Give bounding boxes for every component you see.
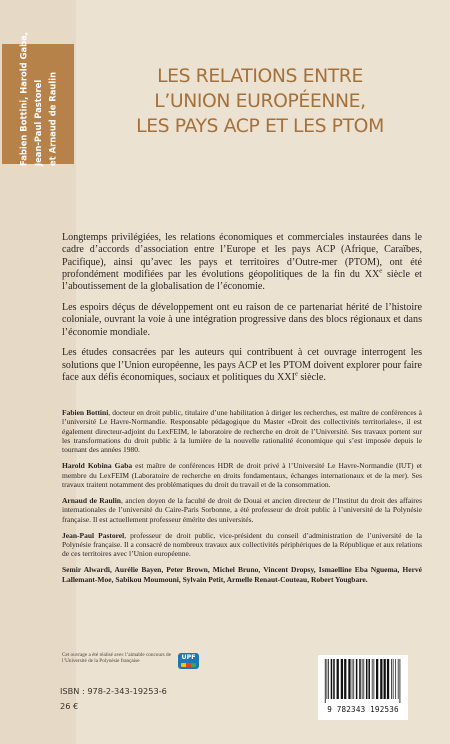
contributors-list: Semir Alwardi, Aurélie Bayen, Peter Brown, Michel Bruno, Vincent Dropsy, Ismaelline Eba Nguema, Hervé Lallemant-Moe, Sabikou Moumouni, Sylvain Petit, Armelle Renaut-Couteau, Robert Yougbare.: [62, 565, 422, 584]
barcode-number: 9 782343 192536: [327, 705, 399, 714]
author-bio: [62, 531, 422, 559]
blurb-text: Longtemps privilégiées, les relations économiques et commerciales instaurées dans le cadre d’accords d’association entre l’Europe et les pays ACP (Afrique, Caraïbes, Pacifique), ainsi qu’avec les pays et territoires d’Outre-mer (PTOM), ont été profondément modifiées par les évolutions géopolitiques de la fin du XX: [62, 232, 422, 280]
spine-author-line: Jean-Paul Pastorel: [32, 79, 43, 166]
barcode-bar: [384, 659, 386, 699]
barcode-bar: [399, 659, 400, 703]
barcode-bars: [324, 659, 402, 703]
barcode-bar: [368, 659, 370, 699]
barcode-bar: [352, 659, 353, 699]
barcode-bar: [331, 659, 333, 699]
upf-logo-band: [181, 663, 196, 667]
barcode-bar: [328, 659, 329, 699]
author-bio-text: , docteur en droit public, titulaire d’une habilitation à diriger les recherches, est maître de conférences à l’université Le Havre-Normandie. Responsable pédagogique du Master «Droit des collectivités territoriales», il est également directeur-adjoint du LexFEIM, le laboratoire de recherche en droit de l’Université. Ses travaux portent sur les transformations du droit public à la lumière de la nouvelle rationalité économique qui s’est imposée depuis le tournant des années 1980.: [62, 408, 422, 455]
barcode-bar: [333, 659, 335, 699]
barcode-bar: [376, 659, 378, 699]
author-name: Arnaud de Raulin: [62, 495, 121, 505]
author-name: Harold Kobina Gaba: [62, 461, 133, 471]
barcode-bar: [337, 659, 339, 699]
barcode-bar: [373, 659, 374, 699]
barcode-bar: [366, 659, 368, 699]
support-note: Cet ouvrage a été réalisé avec l’aimable concours de l’Université de la Polynésie française: [62, 652, 171, 665]
blurb-paragraph: Les espoirs déçus de développement ont eu raison de ce partenariat hérité de l’histoire coloniale, ouvrant la voie à une intégration progressive dans des blocs régionaux et dans l’économie mondiale.: [62, 301, 422, 338]
author-name: Jean-Paul Pastorel: [62, 530, 125, 540]
author-name: Fabien Bottini: [62, 408, 109, 417]
barcode-bar: [380, 659, 382, 699]
author-bio: [62, 408, 422, 454]
price: 26 €: [60, 701, 79, 711]
blurb-paragraph: [62, 232, 422, 293]
barcode-bar: [356, 659, 358, 699]
book-title: [110, 64, 410, 139]
barcode-bar: [327, 659, 328, 699]
author-bio-text: est maître de conférences HDR de droit privé à l’Université Le Havre-Normandie (IUT) et membre du LexFEIM (Laboratoire de recherche en droits fondamentaux, échanges internationaux et de la mer). Ses travaux traitent notamment des problématiques du droit du travail et de la consommation.: [62, 461, 423, 489]
blurb-text: Les études consacrées par les auteurs qui contribuent à cet ouvrage interrogent les solutions que l’Union européenne, les pays ACP et les PTOM doivent explorer pour faire face aux défis économiques, sociaux et politiques du XXI: [62, 347, 422, 383]
author-bio-text: , professeur de droit public, vice-président du conseil d’administration de l’université de la Polynésie française. Il a consacré de nombreux travaux aux collectivités périphériques de la République et aux relations de ces territoires avec l’Union européenne.: [62, 530, 422, 559]
barcode-bar: [341, 659, 343, 699]
author-bios: [62, 408, 422, 591]
upf-logo-text: UPF: [181, 654, 196, 661]
author-bio: [62, 461, 422, 489]
barcode-bar: [344, 659, 346, 699]
barcode-bar: [393, 659, 394, 699]
superscript: e: [379, 267, 383, 275]
isbn: ISBN : 978-2-343-19253-6: [60, 686, 167, 696]
spine-authors: [9, 32, 67, 166]
barcode-bar: [391, 659, 392, 699]
barcode-bar: [348, 659, 350, 699]
barcode-bar: [395, 659, 396, 699]
blurb-text: siècle et l’aboutissement de la globalisation de l’économie.: [62, 268, 422, 293]
barcode-bar: [363, 659, 364, 699]
author-bio-text: , ancien doyen de la faculté de droit de Douai et ancien directeur de l’Institut du droit des affaires internationales de l’université du Caire-Paris Sorbonne, a été professeur de droit public à l’université de la Polynésie française. Il est actuellement professeur émérite des universités.: [62, 495, 422, 524]
title-line: LES RELATIONS ENTRE: [157, 66, 363, 87]
blurb-paragraph: [62, 347, 422, 384]
superscript: e: [294, 370, 298, 378]
blurb-text: siècle.: [297, 371, 326, 383]
author-bio: [62, 496, 422, 524]
upf-logo: [178, 653, 199, 669]
barcode: [318, 655, 408, 720]
barcode-bar: [359, 659, 361, 699]
barcode-bar: [353, 659, 354, 699]
spine-author-line: et Arnaud de Raulin: [47, 71, 58, 166]
title-line: L’UNION EUROPÉENNE,: [154, 91, 366, 112]
barcode-bar: [362, 659, 363, 699]
spine-author-line: Fabien Bottini, Harold Gaba,: [18, 32, 29, 166]
barcode-bar: [398, 659, 399, 699]
barcode-bar: [387, 659, 389, 699]
title-line: LES PAYS ACP ET LES PTOM: [136, 116, 384, 137]
blurb: [62, 232, 422, 393]
barcode-bar: [325, 659, 326, 703]
barcode-bar: [372, 659, 373, 699]
